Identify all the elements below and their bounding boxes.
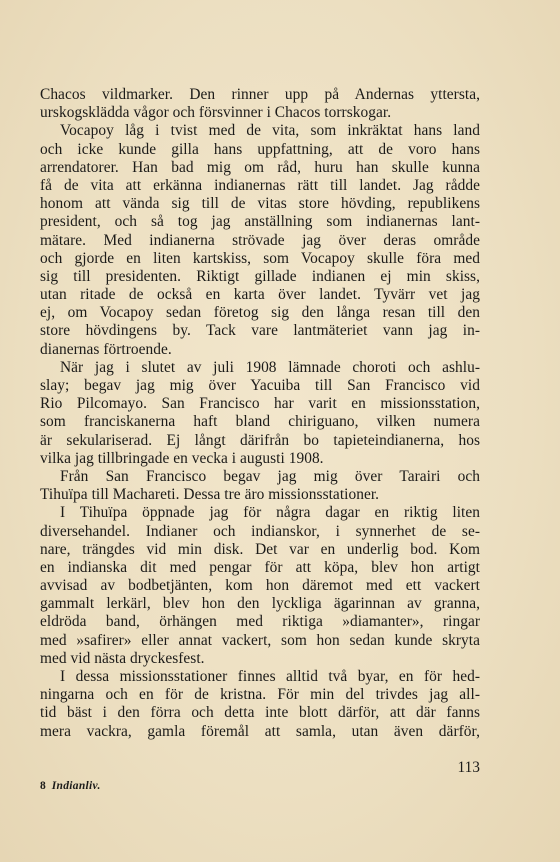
page-number: 113	[457, 759, 480, 776]
text-line: Rio Pilcomayo. San Francisco har varit en missionsstation,	[40, 395, 480, 413]
text-line: tid bäst i den förra och detta inte blott därför, att där fanns	[40, 704, 480, 722]
text-line: arrendatorer. Han bad mig om råd, huru han skulle kunna	[40, 158, 480, 176]
text-line: president, och så tog jag anställning som indianernas lant-	[40, 213, 480, 231]
signature-number: 8	[40, 780, 46, 792]
text-line: Chacos vildmarker. Den rinner upp på Andernas yttersta,	[40, 86, 480, 103]
text-line: få de vita att erkänna indianernas rätt till landet. Jag rådde	[40, 176, 480, 194]
text-line: mätare. Med indianerna strövade jag över deras område	[40, 231, 480, 249]
text-line: ningarna och en för de kristna. För min del trivdes jag all-	[40, 686, 480, 704]
text-line: honom att vända sig till de vitas store hövding, republikens	[40, 195, 480, 213]
text-line: Tihuïpa till Machareti. Dessa tre äro missionsstationer.	[40, 486, 380, 504]
text-line: Vocapoy låg i tvist med de vita, som inkräktat hans land	[60, 122, 480, 140]
text-line: ej, om Vocapoy sedan företog sig den långa resan till den	[40, 304, 480, 322]
body-text	[40, 86, 480, 741]
text-line: avvisad av bodbetjänten, kom hon däremot med ett vackert	[40, 577, 480, 595]
text-line: med vid nästa dryckesfest.	[40, 649, 205, 667]
printer-signature-mark	[40, 779, 101, 793]
text-line: en indianska dit med pengar för att köpa, blev hon artigt	[40, 558, 480, 576]
text-line: som franciskanerna haft bland chiriguano, vilken numera	[40, 413, 480, 431]
text-line: med »safirer» eller annat vackert, som hon sedan kunde skryta	[40, 631, 480, 649]
text-line: I Tihuïpa öppnade jag för några dagar en riktig liten	[60, 504, 480, 522]
text-line: store hövdingens by. Tack vare lantmäteriet vann jag in-	[40, 322, 480, 340]
text-line: När jag i slutet av juli 1908 lämnade choroti och ashlu-	[60, 358, 480, 376]
text-line: och gjorde en liten kartskiss, som Vocapoy skulle föra med	[40, 249, 480, 267]
text-line: Från San Francisco begav jag mig över Tarairi och	[60, 467, 480, 485]
text-line: och icke kunde gilla hans uppfattning, att de voro hans	[40, 140, 480, 158]
text-line: urskogsklädda vågor och försvinner i Chacos torrskogar.	[40, 104, 392, 122]
text-line: utan ritade de också en karta över landet. Tyvärr vet jag	[40, 286, 480, 304]
text-line: eldröda band, örhängen med riktiga »diamanter», ringar	[40, 613, 480, 631]
text-line: gammalt lerkärl, blev hon den lyckliga ägarinnan av granna,	[40, 595, 480, 613]
text-line: diversehandel. Indianer och indianskor, i synnerhet de se-	[40, 522, 480, 540]
text-line: nare, trängdes vid min disk. Det var en underlig bod. Kom	[40, 540, 480, 558]
text-line: sig till presidenten. Riktigt gillade indianen ej min skiss,	[40, 267, 480, 285]
signature-title: Indianliv.	[51, 780, 101, 792]
text-line: är sekulariserad. Ej långt därifrån bo tapieteindianerna, hos	[40, 431, 480, 449]
text-line: slay; begav jag mig över Yacuiba till San Francisco vid	[40, 377, 480, 394]
text-line: vilka jag tillbringade en vecka i augusti 1908.	[40, 449, 324, 467]
text-line: mera vackra, gamla föremål att samla, utan även därför,	[40, 722, 480, 740]
text-line: dianernas förtroende.	[40, 340, 172, 358]
text-line: I dessa missionsstationer finnes alltid två byar, en för hed-	[60, 668, 480, 685]
